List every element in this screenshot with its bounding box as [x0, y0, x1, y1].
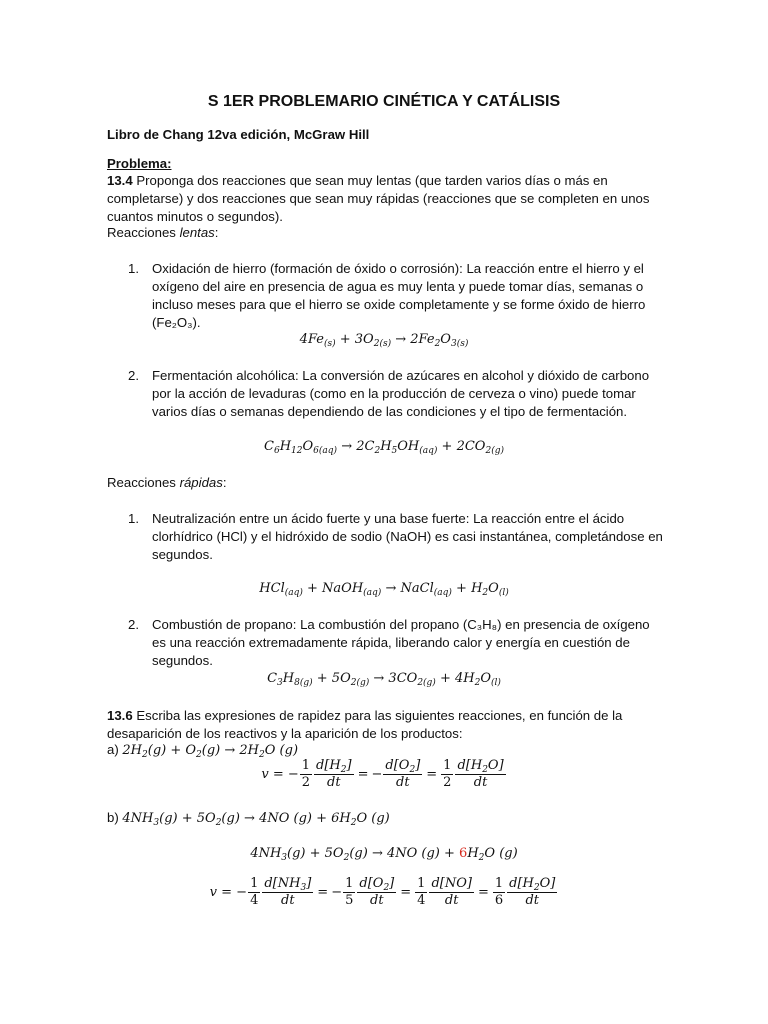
- list-item-number: 1.: [128, 261, 139, 276]
- part-a-label: a): [107, 742, 119, 757]
- list-item-number: 2.: [128, 368, 139, 383]
- slow-reaction-2-equation: $C_6H_{12}O_{6(aq)} \to 2C_2H_5OH_{(aq)} + 2CO_{2(g)}$: [264, 439, 504, 456]
- list-item-number: 1.: [128, 511, 139, 526]
- fast-reaction-2-text: Combustión de propano: La combustión del propano (C₃H₈) en presencia de oxígeno es una reacción extremadamente rápida, liberando calor y energía en cuestión de segundos.: [152, 617, 650, 668]
- part-a-rate-expression: v = − $\frac{1}{2}$ $\frac{d[H_2]}{dt}$ = − $\frac{d[O_2]}{dt}$ = $\frac{1}{2}$ $\frac{d[H_2O]}{dt}$: [261, 758, 504, 790]
- fast-reactions-heading: Reacciones rápidas:: [107, 475, 227, 490]
- problem-number: 13.4: [107, 173, 133, 188]
- fast-reaction-1-text: Neutralización entre un ácido fuerte y una base fuerte: La reacción entre el ácido clorhídrico (HCl) y el hidróxido de sodio (NaOH) es casi instantánea, completándose en segundos.: [152, 511, 663, 562]
- problem-text: Proponga dos reacciones que sean muy lentas (que tarden varios días o más en completarse) y dos reacciones que sean muy rápidas (reacciones que se completen en unos cuantos minutos o segundos).: [107, 173, 650, 224]
- part-b-line: [107, 809, 390, 828]
- problem-text: Escriba las expresiones de rapidez para las siguientes reacciones, en función de la desaparición de los reactivos y la aparición de los productos:: [107, 708, 623, 741]
- fast-reaction-1-equation: HCl$_{(aq)}$ + NaOH$_{(aq)}$ → NaCl$_{(aq)}$ + $H_2O_{(l)}$: [259, 581, 509, 598]
- slow-reaction-2-text: Fermentación alcohólica: La conversión de azúcares en alcohol y dióxido de carbono por la acción de levaduras (como en la producción de cerveza o vino) puede tomar varios días o semanas dependiendo de las condiciones y el tipo de fermentación.: [152, 368, 650, 419]
- slow-reaction-1-text: Oxidación de hierro (formación de óxido o corrosión): La reacción entre el hierro y el oxígeno del aire en presencia de agua es muy lenta y puede tomar días, semanas o incluso meses para que el hierro se oxide completamente y se forme óxido de hierro (Fe₂O₃).: [152, 261, 646, 330]
- part-b-equation: $4NH_3(g) + 5O_2(g) \to 4NO$ $(g) + 6H_2O$ (g): [122, 811, 390, 828]
- slow-reactions-heading: Reacciones lentas:: [107, 225, 219, 240]
- problem-label: Problema:: [107, 156, 172, 171]
- highlighted-coefficient: 6: [459, 846, 468, 861]
- problem-13-6-statement: [107, 707, 667, 743]
- fast-reaction-2-equation: $C_3H_{8(g)} + 5O_{2(g)} \to 3CO_{2(g)} + 4H_2O_{(l)}$: [267, 671, 501, 688]
- part-b-equation-highlighted: $4NH_3(g) + 5O_2(g) \to 4NO$ $(g) + 6H_2O$ (g): [250, 846, 518, 863]
- part-b-rate-expression: v = − $\frac{1}{4}$ $\frac{d[NH_3]}{dt}$ = − $\frac{1}{5}$ $\frac{d[O_2]}{dt}$ = $\frac{1}{4}$ $\frac{d[NO]}{dt}$ = $\frac{1}{6}$ $\frac{d[H_2O]}{dt}$: [209, 876, 556, 908]
- part-a-equation: $2H_2(g) + O_2(g) \to 2H_2O$ (g): [122, 743, 299, 760]
- problem-number: 13.6: [107, 708, 133, 723]
- list-item-number: 2.: [128, 617, 139, 632]
- part-b-label: b): [107, 810, 119, 825]
- slow-reaction-1-equation: $4Fe_{(s)} + 3O_{2(s)} \to 2Fe_2O_{3(s)}$: [299, 332, 469, 349]
- document-title: S 1ER PROBLEMARIO CINÉTICA Y CATÁLISIS: [207, 93, 561, 110]
- problem-13-4-statement: [107, 172, 667, 226]
- book-reference: Libro de Chang 12va edición, McGraw Hill: [107, 127, 370, 142]
